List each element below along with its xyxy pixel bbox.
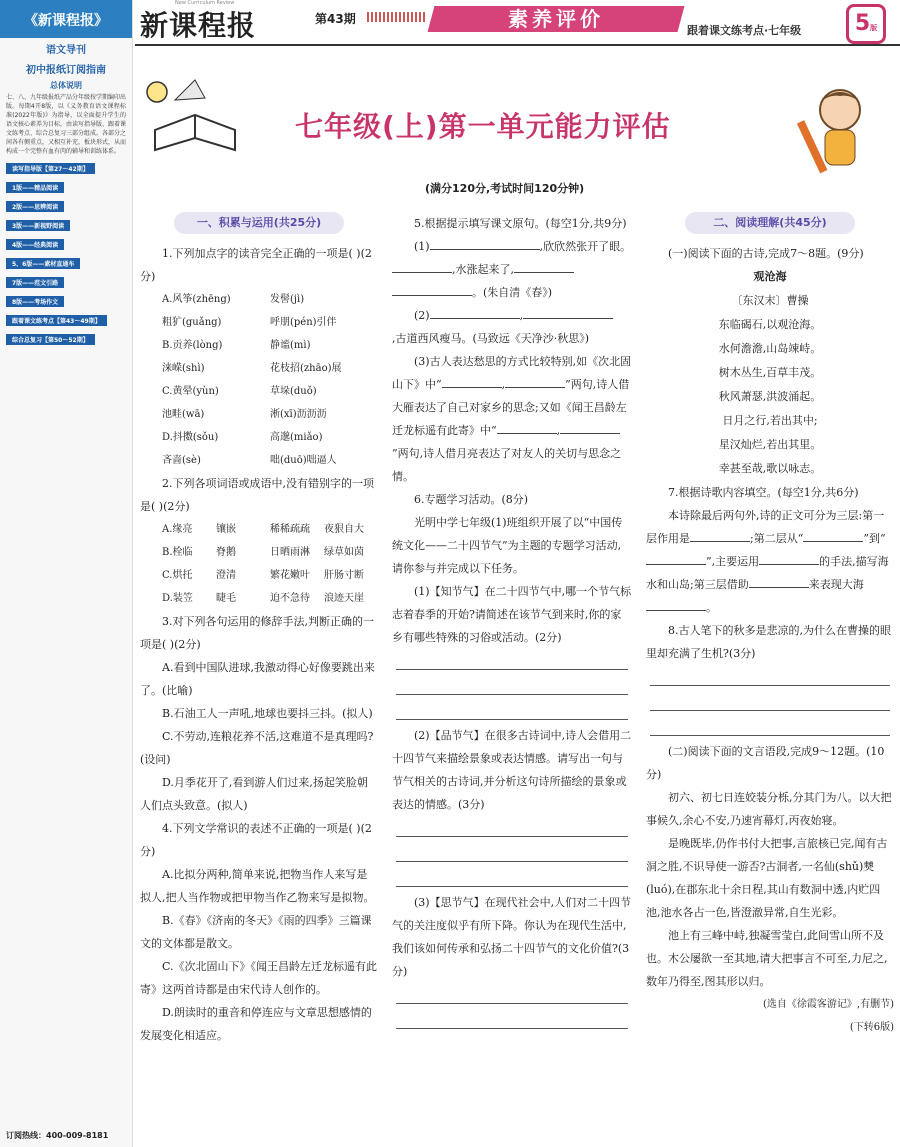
- option-cell: 浪迹天崖: [324, 593, 364, 604]
- option: 粗犷(guǎng): [162, 317, 222, 328]
- brand-english: New Curriculum Review: [175, 0, 235, 6]
- sidebar: [0, 0, 133, 1147]
- question-5-3: (3)古人表达愁思的方式比较特别,如《次北固山下》中“ , ”两句,诗人借大雁表达了自己对家乡的思念;又如《闻王昌龄左迁龙标遥有此寄》中“ ,”两句,诗人借月亮表达了对友人的关切与思念之情。: [392, 355, 632, 483]
- question-5-2b: ,古道西风瘦马。(马致远《天净沙·秋思》): [392, 332, 590, 345]
- banner-title: 七年级(上)第一单元能力评估: [295, 110, 671, 143]
- sidebar-section: 读写指导版【第27～42期】: [6, 163, 95, 174]
- question-6-2: (2)【品节气】在很多古诗词中,诗人会借用二十四节气来描绘景象或表达情感。请写出一句与节气相关的古诗词,并分析这句诗所描绘的景象或表达的情感。(3分): [392, 729, 632, 811]
- poem-line: 日月之行,若出其中;: [722, 414, 818, 427]
- question-5: 5.根据提示填写课文原句。(每空1分,共9分): [414, 217, 627, 230]
- poem-line: 东临碣石,以观沧海。: [718, 318, 822, 331]
- prose-source: (选自《徐霞客游记》,有删节): [763, 999, 894, 1010]
- sidebar-section: 8版——考场作文: [6, 296, 64, 307]
- option-row: [162, 541, 378, 564]
- banner: [135, 60, 900, 195]
- poem-author: 〔东汉末〕曹操: [731, 294, 809, 307]
- option: 发髻(jì): [270, 294, 305, 305]
- sidebar-section: 跟着课文练考点【第43～49期】: [6, 315, 107, 326]
- option: D.月季花开了,看到游人们过来,扬起笑脸朝人们点头致意。(拟人): [140, 776, 368, 812]
- sidebar-intro: 七、八、九年级报纸产品分年级按学期编印出版。每期4开8版，以《义务教育语文课程标准(2022年版)》为指导，以全面提升学生的语文核心素养为目标，由读写指导版、跟着课文练考点、综合总复习三部分组成。各部分之间各有侧重点，又相互补充，板块形式，从而构成一个完整有血有肉的辅导和训练体系。: [6, 94, 127, 155]
- option: D.抖擞(sǒu): [162, 432, 219, 443]
- prose-paragraph-1: 初六、初七日连姣装分栎,分其门为八。以大把事候久,余心不安,乃速宵幕灯,丙夜始寝。: [646, 791, 892, 827]
- sidebar-section: 4版——经典阅读: [6, 239, 64, 250]
- boy-pencil-illustration: [795, 80, 885, 180]
- option-cell: 肝肠寸断: [324, 570, 364, 581]
- poem-line: 秋风萧瑟,洪波涌起。: [718, 390, 822, 403]
- option-row: [162, 587, 378, 610]
- reading-1-intro: (一)阅读下面的古诗,完成7～8题。(9分): [668, 247, 864, 260]
- header-divider: [135, 44, 900, 46]
- column-1: [140, 212, 378, 1047]
- option: A.比拟分两种,简单来说,把物当作人来写是拟人,把人当作物或把甲物当作乙物来写是拟物。: [140, 868, 375, 904]
- question-2: 2.下列各项词语或成语中,没有错别字的一项是( )(2分): [140, 477, 374, 513]
- prose-paragraph-2: 是晚既毕,仍作书付大把事,言旅核已完,闻有古洞之胜,不识导使一游否?古洞者,一名仙(shǔ)僰(luó),在郡东北十余日程,其山有数洞中透,内贮四池,池水各占一色,皆澄澈异常,自生光彩。: [646, 837, 888, 919]
- option-cell: 日晒雨淋: [270, 547, 310, 558]
- poem-lines: [646, 313, 894, 481]
- decorative-stripes: [367, 12, 427, 22]
- prose-paragraph-3: 池上有三峰中峙,独凝雪莹白,此间雪山所不及也。木公屡欲一至其地,请大把事言不可至,力尼之,数年乃得至,图其形以归。: [646, 929, 888, 988]
- option: 池畦(wā): [162, 409, 205, 420]
- question-5-1b: ,水涨起来了,: [392, 258, 632, 281]
- sidebar-header: 《新课程报》: [0, 0, 132, 38]
- option: 咄(duō)咄逼人: [270, 455, 337, 466]
- question-7: 7.根据诗歌内容填空。(每空1分,共6分): [668, 486, 859, 499]
- option-cell: 夜狠自大: [324, 524, 364, 535]
- column-2: [392, 212, 632, 1033]
- option-cell: D.装笠: [162, 593, 193, 604]
- option: C.不劳动,连粮花养不活,这难道不是真理吗?(设问): [140, 730, 374, 766]
- option: B.石油工人一声吼,地球也要抖三抖。(拟人): [162, 707, 373, 720]
- column-3: [646, 212, 894, 1039]
- question-6-intro: 光明中学七年级(1)班组织开展了以“中国传统文化——二十四节气”为主题的专题学习活动,请你参与并完成以下任务。: [392, 516, 623, 575]
- question-5-1c: 。(朱自清《春》): [392, 281, 632, 304]
- option: 草垛(duǒ): [270, 386, 317, 397]
- poem-line: 幸甚至哉,歌以咏志。: [718, 462, 822, 475]
- option: 呼朋(pén)引伴: [270, 317, 337, 328]
- sidebar-title: 语文导刊: [46, 45, 86, 56]
- option-cell: 澄清: [216, 570, 236, 581]
- question-6: 6.专题学习活动。(8分): [414, 493, 529, 506]
- poem-line: 水何澹澹,山岛竦峙。: [718, 342, 822, 355]
- option: C.《次北固山下》《闻王昌龄左迁龙标遥有此寄》这两首诗都是由宋代诗人创作的。: [140, 960, 378, 996]
- sidebar-footer: 订阅热线：400-009-8181: [6, 1131, 109, 1140]
- option: B.贡养(lòng): [162, 340, 223, 351]
- option-cell: 稀稀疏疏: [270, 524, 310, 535]
- option: 高邈(miǎo): [270, 432, 323, 443]
- option-cell: 睫毛: [216, 593, 236, 604]
- option: A.看到中国队进球,我激动得心好像要跳出来了。(比喻): [140, 661, 375, 697]
- question-1: 1.下列加点字的读音完全正确的一项是( )(2分): [140, 247, 372, 283]
- option-cell: 绿草如茵: [324, 547, 364, 558]
- question-5-1: (1) ,欣欣然张开了眼。: [392, 235, 632, 258]
- option: 花枝招(zhāo)展: [270, 363, 342, 374]
- banner-subtitle: (满分120分,考试时间120分钟): [425, 182, 585, 195]
- question-4: 4.下列文学常识的表述不正确的一项是( )(2分): [140, 822, 372, 858]
- sidebar-section: 1版——精品阅读: [6, 182, 64, 193]
- tagline: 跟着课文练考点·七年级: [687, 24, 802, 37]
- reading-2-intro: (二)阅读下面的文言语段,完成9～12题。(10分): [646, 745, 885, 781]
- issue-number: 第43期: [315, 12, 356, 26]
- question-7-text: 本诗除最后两句外,诗的正文可分为三层:第一层作用是 ;第二层从“ ”到“”,主要运用 的手法,描写海水和山岛;第三层借助 来表现大海。: [646, 509, 889, 614]
- poem-title: 观沧海: [753, 270, 787, 283]
- question-3: 3.对下列各句运用的修辞手法,判断正确的一项是( )(2分): [140, 615, 374, 651]
- question-6-1: (1)【知节气】在二十四节气中,哪一个节气标志着春季的开始?请简述在该节气到来时,你的家乡有哪些特殊的习俗或活动。(2分): [392, 585, 632, 644]
- option: B.《春》《济南的冬天》《雨的四季》三篇课文的文体都是散文。: [140, 914, 372, 950]
- poem-line: 树木丛生,百草丰茂。: [718, 366, 822, 379]
- book-bulb-icon: [135, 70, 255, 160]
- option-cell: A.缘亮: [162, 524, 193, 535]
- section-heading-2: 二、阅读理解(共45分): [685, 212, 855, 234]
- question-8: 8.古人笔下的秋多是悲凉的,为什么在曹操的眼里却充满了生机?(3分): [646, 624, 891, 660]
- option: C.黄晕(yùn): [162, 386, 219, 397]
- option-cell: B.栓临: [162, 547, 193, 558]
- option: 吝啬(sè): [162, 455, 201, 466]
- question-4-options: [140, 863, 378, 1047]
- continued-note: (下转6版): [849, 1022, 894, 1033]
- option-row: [162, 564, 378, 587]
- sidebar-intro-heading: 总体说明: [50, 81, 82, 90]
- option-cell: 脊鹅: [216, 547, 236, 558]
- sidebar-section: 3版——新视野阅读: [6, 220, 70, 231]
- option-cell: 繁花嫩叶: [270, 570, 310, 581]
- option-cell: C.烘托: [162, 570, 193, 581]
- page-number-badge: 5版: [846, 4, 886, 44]
- option-row: [162, 518, 378, 541]
- option: D.朗读时的重音和停连应与文章思想感情的发展变化相适应。: [140, 1006, 372, 1042]
- question-6-3: (3)【思节气】在现代社会中,人们对二十四节气的关注度似乎有所下降。你认为在现代生活中,我们该如何传承和弘扬二十四节气的文化价值?(3分): [392, 896, 632, 978]
- poem-line: 星汉灿烂,若出其里。: [718, 438, 822, 451]
- option: 淅(xī)沥沥沥: [270, 409, 327, 420]
- page-header: [135, 0, 900, 44]
- question-1-options: [162, 288, 378, 472]
- option: 静谧(mì): [270, 340, 311, 351]
- sidebar-section: 5、6版——素材直通车: [6, 258, 80, 269]
- sidebar-subtitle: 初中报纸订阅指南: [26, 65, 106, 76]
- option: 涞嵘(shì): [162, 363, 205, 374]
- question-3-options: [140, 656, 378, 817]
- sidebar-section: 2版——思辨阅读: [6, 201, 64, 212]
- section-tab: 素养评价: [428, 6, 685, 32]
- option-cell: 镶嵌: [216, 524, 236, 535]
- question-2-options: [140, 518, 378, 610]
- option: A.风筝(zhēng): [162, 294, 231, 305]
- sidebar-section: 7版——范文引路: [6, 277, 64, 288]
- brand-logo: 新课程报: [140, 9, 257, 42]
- section-heading-1: 一、积累与运用(共25分): [174, 212, 344, 234]
- question-5-2: (2) ,: [392, 304, 632, 327]
- option-cell: 迫不急待: [270, 593, 310, 604]
- sidebar-section: 综合总复习【第50～52期】: [6, 334, 95, 345]
